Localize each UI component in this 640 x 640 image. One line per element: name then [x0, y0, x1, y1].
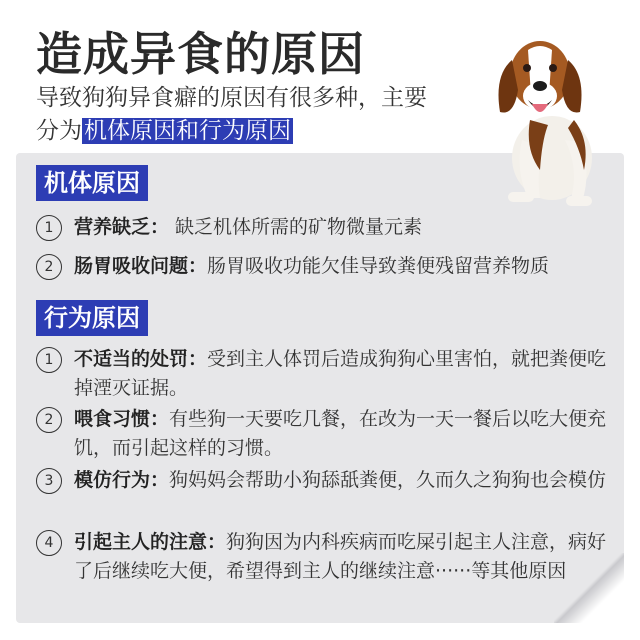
item-title: 模仿行为： — [74, 469, 170, 491]
item-number: 1 — [36, 347, 62, 373]
item-body: 受到主人体罚后造成狗狗心里害怕，就把粪便吃掉湮灭证据。 — [74, 348, 607, 399]
item-body: 狗狗因为内科疾病而吃屎引起主人注意，病好了后继续吃大便，希望得到主人的继续注意······等其他原因 — [74, 531, 607, 582]
intro-highlight: 机体原因和行为原因 — [84, 118, 291, 144]
item-title: 营养缺乏： — [74, 216, 170, 238]
beagle-dog-icon — [470, 20, 620, 220]
item-body: 肠胃吸收功能欠佳导致粪便残留营养物质 — [207, 255, 550, 277]
item-number: 1 — [36, 215, 62, 241]
item-number: 2 — [36, 407, 62, 433]
item-title: 喂食习惯： — [74, 408, 170, 430]
list-item — [36, 528, 616, 586]
intro-text — [36, 82, 476, 148]
intro-line1: 导致狗狗异食癖的原因有很多种，主要 — [36, 85, 427, 111]
item-title: 肠胃吸收问题： — [74, 255, 208, 277]
list-item — [36, 213, 616, 242]
item-title: 不适当的处罚： — [74, 348, 208, 370]
item-body: 有些狗一天要吃几餐，在改为一天一餐后以吃大便充饥，而引起这样的习惯。 — [74, 408, 607, 459]
page-title: 造成异食的原因 — [36, 27, 365, 81]
section-label-behavior: 行为原因 — [36, 300, 148, 336]
list-item — [36, 252, 616, 281]
item-title: 引起主人的注意： — [74, 531, 227, 553]
item-body: 缺乏机体所需的矿物微量元素 — [169, 216, 423, 238]
list-item — [36, 466, 616, 495]
item-number: 3 — [36, 468, 62, 494]
item-body: 狗妈妈会帮助小狗舔舐粪便，久而久之狗狗也会模仿 — [169, 469, 607, 491]
item-number: 4 — [36, 530, 62, 556]
section-label-physical: 机体原因 — [36, 165, 148, 201]
intro-line2-prefix: 分为 — [36, 118, 82, 144]
list-item — [36, 405, 616, 463]
item-number: 2 — [36, 254, 62, 280]
list-item — [36, 345, 616, 403]
